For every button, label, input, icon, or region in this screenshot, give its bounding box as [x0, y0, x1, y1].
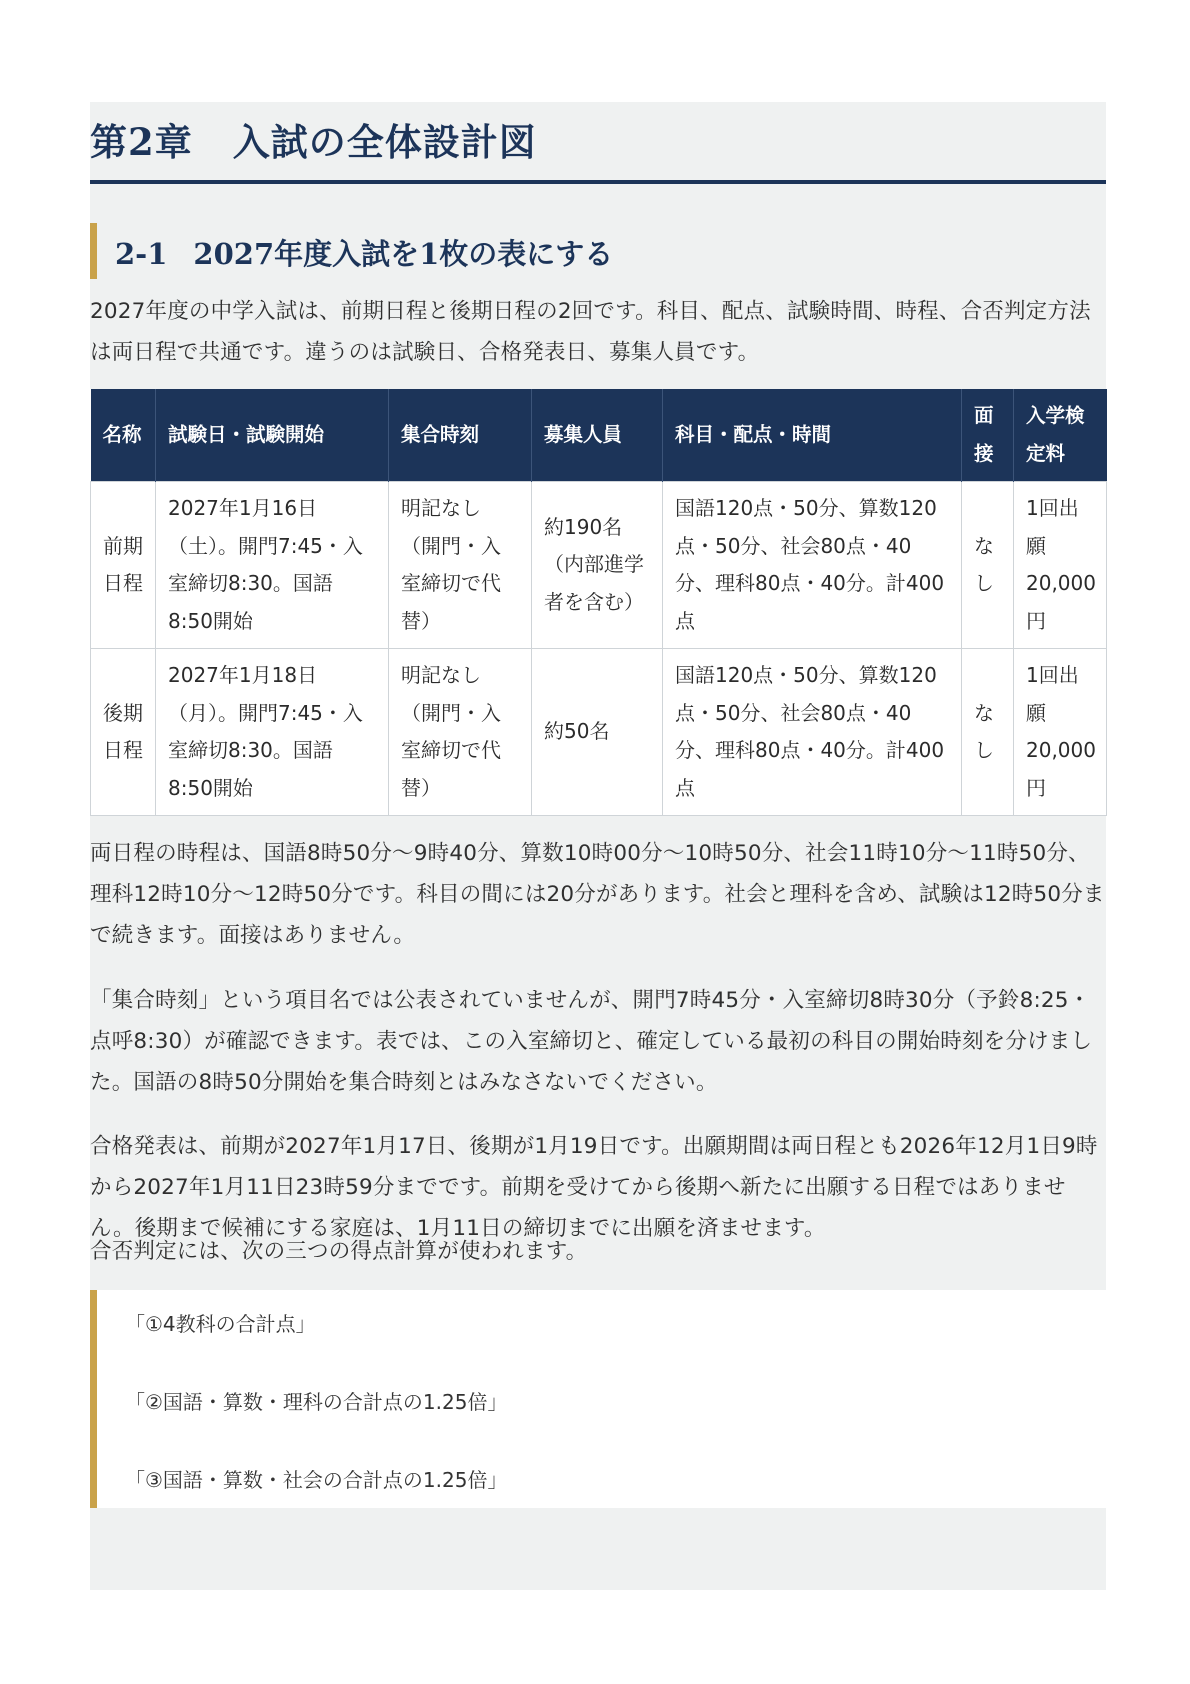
cell-fee: 1回出願20,000円 [1014, 482, 1107, 649]
section-number: 2-1 [115, 237, 168, 271]
cell-name: 前期日程 [91, 482, 156, 649]
header-interview: 面接 [962, 389, 1014, 482]
header-name: 名称 [91, 389, 156, 482]
table-row [91, 649, 1107, 816]
scoring-method-item: 「①4教科の合計点」 [125, 1312, 316, 1336]
scoring-methods-blockquote [90, 1290, 1106, 1508]
header-capacity: 募集人員 [532, 389, 663, 482]
header-fee: 入学検定料 [1014, 389, 1107, 482]
chapter-header [90, 102, 1106, 184]
header-gather-time: 集合時刻 [389, 389, 532, 482]
cell-capacity: 約50名 [532, 649, 663, 816]
scoring-method-item: 「③国語・算数・社会の合計点の1.25倍」 [125, 1468, 508, 1492]
cell-subjects: 国語120点・50分、算数120点・50分、社会80点・40分、理科80点・40分。計400点 [663, 649, 962, 816]
page [90, 102, 1106, 1590]
cell-interview: なし [962, 482, 1014, 649]
header-subjects: 科目・配点・時間 [663, 389, 962, 482]
section-heading [115, 232, 613, 273]
cell-capacity: 約190名（内部進学者を含む） [532, 482, 663, 649]
exam-schedule-table [90, 389, 1107, 816]
section-title: 2027年度入試を1枚の表にする [193, 237, 614, 271]
table-row [91, 482, 1107, 649]
judgement-paragraph: 合否判定には、次の三つの得点計算が使われます。 [90, 1239, 588, 1264]
gather-time-paragraph: 「集合時刻」という項目名では公表されていませんが、開門7時45分・入室締切8時30分（予鈴8:25・点呼8:30）が確認できます。表では、この入室締切と、確定している最初の科目の開始時刻を分けました。国語の8時50分開始を集合時刻とはみなさないでください。 [90, 988, 1093, 1095]
cell-gather-time: 明記なし（開門・入室締切で代替） [389, 649, 532, 816]
chapter-number: 第2章 [90, 120, 193, 164]
section-header [90, 223, 1106, 279]
chapter-heading [90, 112, 537, 166]
intro-paragraph: 2027年度の中学入試は、前期日程と後期日程の2回です。科目、配点、試験時間、時程、合否判定方法は両日程で共通です。違うのは試験日、合格発表日、募集人員です。 [90, 299, 1091, 365]
cell-fee: 1回出願20,000円 [1014, 649, 1107, 816]
schedule-paragraph: 両日程の時程は、国語8時50分〜9時40分、算数10時00分〜10時50分、社会11時10分〜11時50分、理科12時10分〜12時50分です。科目の間には20分があります。社会と理科を含め、試験は12時50分まで続きます。面接はありません。 [90, 841, 1105, 948]
cell-date: 2027年1月18日（月）。開門7:45・入室締切8:30。国語8:50開始 [156, 649, 389, 816]
announcement-paragraph: 合格発表は、前期が2027年1月17日、後期が1月19日です。出願期間は両日程とも2026年12月1日9時から2027年1月11日23時59分までです。前期を受けてから後期へ新たに出願する日程ではありません。後期まで候補にする家庭は、1月11日の締切までに出願を済ませます。 [90, 1134, 1098, 1241]
cell-gather-time: 明記なし（開門・入室締切で代替） [389, 482, 532, 649]
chapter-title: 入試の全体設計図 [232, 120, 537, 164]
cell-subjects: 国語120点・50分、算数120点・50分、社会80点・40分、理科80点・40分。計400点 [663, 482, 962, 649]
cell-name: 後期日程 [91, 649, 156, 816]
header-date: 試験日・試験開始 [156, 389, 389, 482]
table-header-row [91, 389, 1107, 482]
cell-date: 2027年1月16日（土）。開門7:45・入室締切8:30。国語8:50開始 [156, 482, 389, 649]
scoring-method-item: 「②国語・算数・理科の合計点の1.25倍」 [125, 1390, 508, 1414]
cell-interview: なし [962, 649, 1014, 816]
